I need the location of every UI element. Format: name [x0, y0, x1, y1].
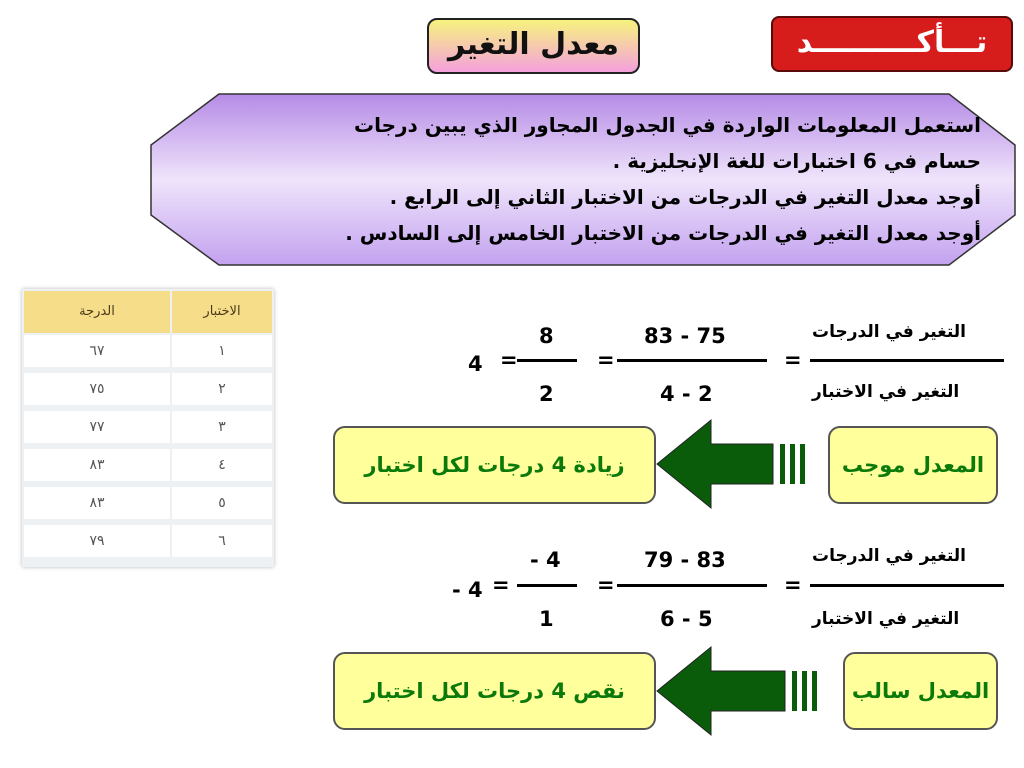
rate-positive-box: المعدل موجب: [828, 426, 998, 504]
denominator-simplified: 1: [539, 607, 554, 631]
table-cell-score: ٦٧: [24, 335, 170, 367]
table-cell-test: ٣: [172, 411, 272, 443]
table-cell-test: ٦: [172, 525, 272, 557]
left-arrow-icon: [655, 418, 823, 510]
fraction-bar: [810, 584, 1004, 587]
equals-sign: =: [784, 573, 802, 597]
table-cell-test: ٤: [172, 449, 272, 481]
table-header-test: الاختبار: [172, 291, 272, 333]
denominator-expression: 4 - 2: [660, 382, 713, 406]
table-cell-test: ٥: [172, 487, 272, 519]
table-cell-score: ٨٣: [24, 487, 170, 519]
instruction-line-1: استعمل المعلومات الواردة في الجدول المجاور الذي يبين درجات: [353, 113, 981, 137]
table-cell-score: ٧٩: [24, 525, 170, 557]
equals-sign: =: [597, 573, 615, 597]
label-change-in-scores: التغير في الدرجات: [812, 322, 966, 342]
meaning-increase-box: زيادة 4 درجات لكل اختبار: [333, 426, 656, 504]
equals-sign: =: [784, 348, 802, 372]
left-arrow-icon: [655, 645, 835, 737]
meaning-decrease-box: نقص 4 درجات لكل اختبار: [333, 652, 656, 730]
equals-sign: =: [492, 573, 510, 597]
equals-sign: =: [597, 348, 615, 372]
equals-sign: =: [500, 348, 518, 372]
instruction-text: [241, 107, 981, 251]
confirm-badge: تـــأكــــــــــد: [771, 16, 1013, 72]
result-value: 4: [468, 352, 483, 376]
label-change-in-scores: التغير في الدرجات: [812, 546, 966, 566]
fraction-bar: [517, 359, 577, 362]
denominator-simplified: 2: [539, 382, 554, 406]
label-change-in-tests: التغير في الاختبار: [812, 382, 960, 402]
numerator-simplified: 8: [539, 324, 554, 348]
instruction-line-3: أوجد معدل التغير في الدرجات من الاختبار الثاني إلى الرابع .: [389, 185, 981, 209]
fraction-bar: [617, 359, 767, 362]
instruction-line-2: حسام في 6 اختبارات للغة الإنجليزية .: [612, 149, 981, 173]
table-cell-score: ٨٣: [24, 449, 170, 481]
fraction-bar: [617, 584, 767, 587]
fraction-bar: [810, 359, 1004, 362]
numerator-expression: 83 - 75: [644, 324, 726, 348]
instruction-panel: [149, 93, 1019, 267]
table-header-score: الدرجة: [24, 291, 170, 333]
table-cell-test: ١: [172, 335, 272, 367]
numerator-expression: 79 - 83: [644, 548, 726, 572]
denominator-expression: 6 - 5: [660, 607, 713, 631]
instruction-line-4: أوجد معدل التغير في الدرجات من الاختبار الخامس إلى السادس .: [345, 221, 981, 245]
table-cell-test: ٢: [172, 373, 272, 405]
numerator-simplified: - 4: [530, 548, 561, 572]
page-title: معدل التغير: [427, 18, 640, 74]
table-cell-score: ٧٧: [24, 411, 170, 443]
label-change-in-tests: التغير في الاختبار: [812, 609, 960, 629]
scores-table: [22, 289, 274, 567]
result-value: - 4: [452, 578, 483, 602]
fraction-bar: [517, 584, 577, 587]
rate-negative-box: المعدل سالب: [843, 652, 998, 730]
table-cell-score: ٧٥: [24, 373, 170, 405]
